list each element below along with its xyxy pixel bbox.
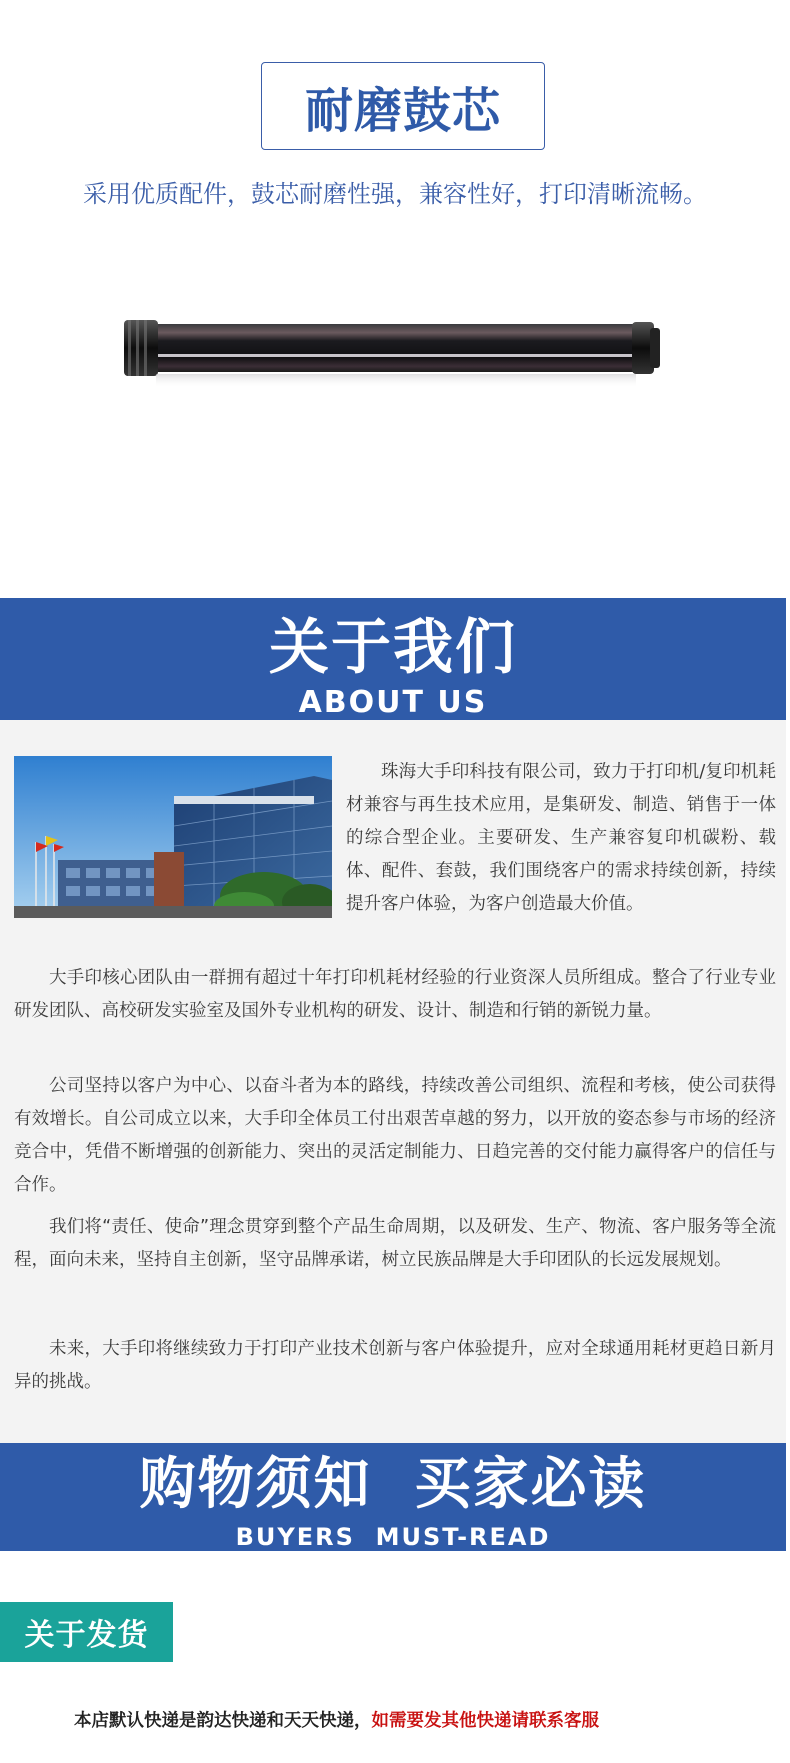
drum-title: 耐磨鼓芯 — [304, 82, 501, 139]
about-body — [0, 720, 786, 1443]
about-paragraph-1: 珠海大手印科技有限公司，致力于打印机/复印机耗材兼容与再生技术应用，是集研发、制造、销售于一体的综合型企业。主要研发、生产兼容复印机碳粉、载体、配件、套鼓，我们围绕客户的需求持续创新，持续提升客户体验，为客户创造最大价值。 — [346, 762, 776, 914]
drum-title-box — [261, 62, 545, 150]
about-paragraph-4: 我们将“责任、使命”理念贯穿到整个产品生命周期，以及研发、生产、物流、客户服务等全流程，面向未来，坚持自主创新，坚守品牌承诺，树立民族品牌是大手印团队的长远发展规划。 — [14, 1217, 776, 1270]
buyers-title-en: BUYERS MUST-READ — [235, 1523, 551, 1551]
about-us-banner — [0, 598, 786, 720]
about-paragraph-5: 未来，大手印将继续致力于打印产业技术创新与客户体验提升，应对全球通用耗材更趋日新月异的挑战。 — [14, 1339, 776, 1392]
buyers-title-zh: 购物须知 买家必读 — [139, 1452, 647, 1517]
shipping-tag: 关于发货 — [0, 1602, 173, 1662]
shipping-note — [74, 1707, 599, 1732]
about-title-zh: 关于我们 — [269, 613, 517, 683]
buyers-must-read-banner — [0, 1443, 786, 1551]
shipping-note-contact: 如需要发其他快递请联系客服 — [371, 1711, 599, 1731]
shipping-note-default: 本店默认快递是韵达快递和天天快递， — [74, 1711, 372, 1731]
company-building-photo — [14, 756, 332, 918]
drum-image — [120, 310, 676, 402]
about-paragraph-2: 大手印核心团队由一群拥有超过十年打印机耗材经验的行业资深人员所组成。整合了行业专业研发团队、高校研发实验室及国外专业机构的研发、设计、制造和行销的新锐力量。 — [14, 968, 776, 1021]
drum-subtitle: 采用优质配件，鼓芯耐磨性强，兼容性好，打印清晰流畅。 — [83, 180, 707, 208]
about-title-en: ABOUT US — [298, 685, 488, 720]
about-paragraph-3: 公司坚持以客户为中心、以奋斗者为本的路线，持续改善公司组织、流程和考核，使公司获得有效增长。自公司成立以来，大手印全体员工付出艰苦卓越的努力，以开放的姿态参与市场的经济竞合中，凭借不断增强的创新能力、突出的灵活定制能力、日趋完善的交付能力赢得客户的信任与合作。 — [14, 1076, 776, 1195]
